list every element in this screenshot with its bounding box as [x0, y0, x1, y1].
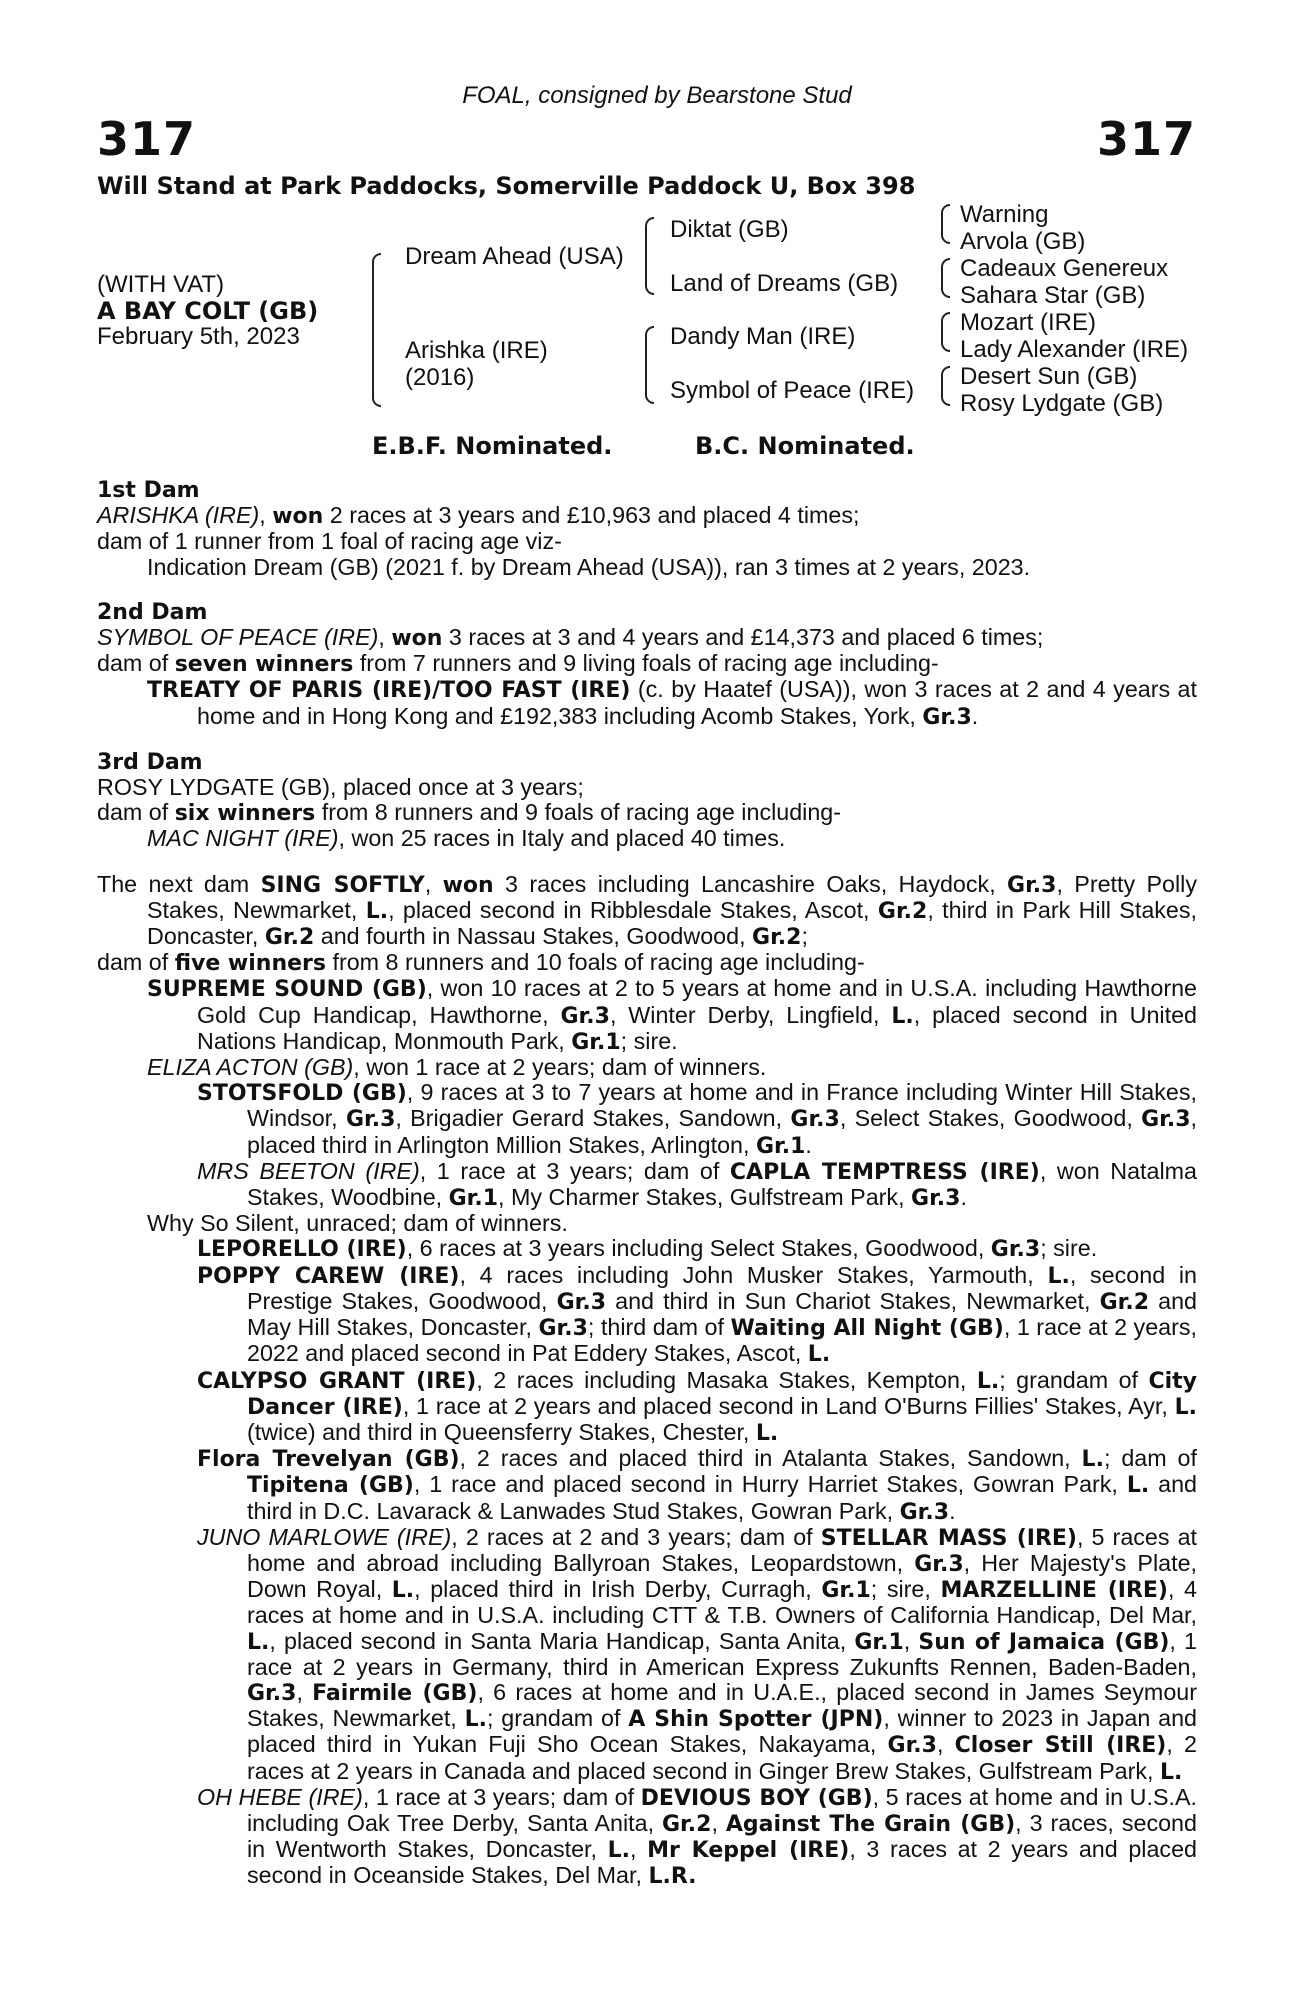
- italic-name: MRS BEETON (IRE): [197, 1157, 420, 1184]
- pedigree-g3-8: Rosy Lydgate (GB): [960, 390, 1164, 417]
- text-run: ROSY LYDGATE (GB), placed once at 3 years;: [97, 774, 584, 801]
- text-run: , 2 races including Masaka Stakes, Kempton,: [476, 1366, 977, 1393]
- text-run: ; grandam of: [486, 1705, 629, 1732]
- text-run: ; sire.: [620, 1027, 678, 1054]
- dam-record: [97, 775, 1197, 800]
- text-run: , 1 race at 2 years and placed second in Land O'Burns Fillies' Stakes, Ayr,: [402, 1392, 1175, 1419]
- bold-text: Fairmile (GB): [312, 1680, 478, 1706]
- produce-entry: [97, 1525, 1197, 1785]
- bold-text: Closer Still (IRE): [954, 1733, 1167, 1759]
- bold-text: Gr.3: [914, 1551, 964, 1577]
- horse-name: A BAY COLT (GB): [97, 297, 319, 325]
- bold-text: STOTSFOLD (GB): [197, 1081, 407, 1107]
- produce-entry: [97, 555, 1197, 580]
- bc-nomination: B.C. Nominated.: [695, 432, 915, 460]
- text-run: from 7 runners and 9 living foals of racing age including-: [353, 650, 939, 677]
- pedigree-sire: Dream Ahead (USA): [405, 243, 624, 270]
- next-dam-record: [97, 872, 1197, 951]
- text-run: dam of: [97, 650, 175, 677]
- dam-produce-summary: [97, 529, 1197, 554]
- bold-text: L.: [1047, 1263, 1070, 1289]
- text-run: Why So Silent, unraced; dam of winners.: [147, 1210, 568, 1237]
- italic-name: JUNO MARLOWE (IRE): [197, 1523, 452, 1550]
- bold-text: Against The Grain (GB): [725, 1811, 1016, 1837]
- text-run: , placed second in Ribblesdale Stakes, Ascot,: [388, 896, 878, 923]
- text-run: and third in D.C. Lavarack & Lanwades Stud Stakes, Gowran Park,: [247, 1471, 1198, 1524]
- text-run: ,: [259, 502, 273, 529]
- bold-text: STELLAR MASS (IRE): [820, 1525, 1077, 1551]
- text-run: ,: [296, 1678, 313, 1705]
- bold-text: Gr.1: [448, 1186, 499, 1212]
- vat-note: (WITH VAT): [97, 271, 225, 298]
- bold-text: L.: [365, 898, 389, 924]
- produce-entry: [97, 826, 1197, 851]
- text-run: dam of 1 runner from 1 foal of racing age viz-: [97, 528, 562, 555]
- pedigree-dam-dam: Symbol of Peace (IRE): [670, 377, 915, 404]
- text-run: (twice) and third in Queensferry Stakes, Chester,: [247, 1418, 756, 1445]
- text-run: , 1 race at 2 years, 2022 and placed second in Pat Eddery Stakes, Ascot,: [247, 1314, 1197, 1367]
- dam-produce-summary: [97, 800, 1197, 826]
- italic-name: ARISHKA (IRE): [97, 502, 260, 529]
- bold-text: Flora Trevelyan (GB): [197, 1447, 460, 1473]
- bold-text: Gr.1: [755, 1133, 806, 1159]
- produce-entry: [97, 1080, 1197, 1159]
- bold-text: Gr.3: [911, 1186, 961, 1212]
- bold-text: Gr.3: [790, 1107, 840, 1133]
- bold-text: seven winners: [174, 652, 354, 678]
- pedigree-g3-4: Sahara Star (GB): [960, 282, 1146, 309]
- text-run: , Brigadier Gerard Stakes, Sandown,: [395, 1105, 791, 1132]
- bold-text: Gr.2: [662, 1811, 712, 1837]
- bold-text: CAPLA TEMPTRESS (IRE): [729, 1159, 1040, 1185]
- dam-produce-summary: [97, 651, 1197, 677]
- produce-entry: [97, 1211, 1197, 1236]
- italic-name: OH HEBE (IRE): [197, 1783, 363, 1810]
- consignor-line: FOAL, consigned by Bearstone Stud: [462, 82, 852, 109]
- text-run: , won 1 race at 2 years; dam of winners.: [353, 1054, 767, 1081]
- pedigree-g3-2: Arvola (GB): [960, 228, 1086, 255]
- produce-entry: [97, 1236, 1197, 1262]
- pedigree-sire-dam: Land of Dreams (GB): [670, 270, 899, 297]
- bold-text: won: [272, 504, 324, 530]
- text-run: The next dam: [97, 870, 261, 897]
- stabling-location: Will Stand at Park Paddocks, Somerville Paddock U, Box 398: [97, 172, 916, 200]
- pedigree-dam: Arishka (IRE): [405, 337, 548, 364]
- bold-text: L.: [1126, 1473, 1150, 1499]
- text-run: , 3 races at 2 years and placed second in Oceanside Stakes, Del Mar,: [247, 1836, 1197, 1889]
- text-run: ,: [630, 1836, 648, 1863]
- pedigree-brace-g2: [941, 258, 950, 298]
- pedigree-brace-g4: [941, 366, 950, 406]
- bold-text: L.: [607, 1838, 631, 1864]
- text-run: , 1 race at 3 years; dam of: [362, 1783, 641, 1810]
- bold-text: DEVIOUS BOY (GB): [640, 1785, 873, 1811]
- lot-number-left: 317: [97, 112, 197, 166]
- bold-text: LEPORELLO (IRE): [197, 1237, 407, 1263]
- text-run: .: [971, 702, 979, 729]
- text-run: , 1 race at 3 years; dam of: [419, 1157, 730, 1184]
- italic-name: ELIZA ACTON (GB): [147, 1054, 354, 1081]
- bold-text: Gr.3: [560, 1003, 610, 1029]
- text-run: 3 races at 3 and 4 years and £14,373 and placed 6 times;: [442, 624, 1044, 651]
- bold-text: five winners: [174, 951, 326, 977]
- pedigree-brace-dam: [645, 326, 654, 404]
- bold-text: Mr Keppel (IRE): [647, 1838, 850, 1864]
- italic-name: MAC NIGHT (IRE): [147, 825, 339, 852]
- text-run: , My Charmer Stakes, Gulfstream Park,: [498, 1184, 912, 1211]
- text-run: from 8 runners and 9 foals of racing age including-: [315, 799, 842, 826]
- text-run: , 2 races at 2 and 3 years; dam of: [451, 1523, 821, 1550]
- text-run: ; grandam of: [999, 1366, 1149, 1393]
- bold-text: L.: [807, 1342, 831, 1368]
- text-run: , Winter Derby, Lingfield,: [609, 1001, 892, 1028]
- pedigree-g3-1: Warning: [960, 201, 1049, 228]
- produce-entry: [97, 677, 1197, 729]
- bold-text: Gr.3: [990, 1237, 1041, 1263]
- bold-text: Gr.3: [899, 1499, 950, 1525]
- text-run: , 4 races at home and in U.S.A. including CTT & T.B. Owners of California Handicap, Del Mar,: [247, 1576, 1197, 1629]
- text-run: , 9 races at 3 to 7 years at home and in France including Winter Hill Stakes, Windsor,: [247, 1079, 1197, 1132]
- pedigree-body: [97, 478, 1197, 1890]
- bold-text: L.: [1159, 1759, 1183, 1785]
- text-run: , placed third in Irish Derby, Curragh,: [414, 1576, 822, 1603]
- text-run: , second in Prestige Stakes, Goodwood,: [247, 1261, 1197, 1314]
- text-run: .: [960, 1184, 967, 1211]
- text-run: , won 25 races in Italy and placed 40 times.: [338, 825, 786, 852]
- pedigree-brace-g1: [941, 204, 950, 244]
- bold-text: SUPREME SOUND (GB): [147, 977, 427, 1003]
- text-run: and fourth in Nassau Stakes, Goodwood,: [314, 923, 753, 950]
- pedigree-g3-6: Lady Alexander (IRE): [960, 336, 1189, 363]
- bold-text: Gr.3: [922, 704, 972, 730]
- bold-text: Tipitena (GB): [247, 1473, 414, 1499]
- bold-text: Gr.3: [1007, 872, 1057, 898]
- text-run: , won 10 races at 2 to 5 years at home and in U.S.A. including Hawthorne Gold Cup Handicap, Hawthorne,: [197, 975, 1198, 1028]
- text-run: ; third dam of: [587, 1314, 731, 1341]
- produce-entry: [97, 1446, 1197, 1525]
- bold-text: TREATY OF PARIS (IRE)/TOO FAST (IRE): [147, 678, 631, 704]
- first-dam-heading: 1st Dam: [97, 478, 200, 503]
- bold-text: L.: [391, 1578, 415, 1604]
- text-run: from 8 runners and 10 foals of racing age including-: [326, 949, 865, 976]
- bold-text: Gr.3: [1141, 1107, 1191, 1133]
- bold-text: L.: [1174, 1394, 1197, 1420]
- pedigree-dam-sire: Dandy Man (IRE): [670, 323, 856, 350]
- text-run: , Pretty Polly Stakes, Newmarket,: [147, 870, 1198, 923]
- bold-text: SING SOFTLY: [260, 872, 425, 898]
- lot-number-right: 317: [1096, 112, 1196, 166]
- bold-text: Waiting All Night (GB): [730, 1316, 1004, 1342]
- bold-text: CALYPSO GRANT (IRE): [197, 1368, 477, 1394]
- bold-text: L.: [755, 1420, 779, 1446]
- text-run: ; sire.: [1040, 1235, 1098, 1262]
- text-run: , placed second in Santa Maria Handicap, Santa Anita,: [269, 1627, 855, 1654]
- text-run: ; sire,: [870, 1576, 941, 1603]
- pedigree-sire-sire: Diktat (GB): [670, 216, 789, 243]
- text-run: 3 races including Lancashire Oaks, Haydock,: [493, 870, 1008, 897]
- bold-text: L.: [891, 1003, 914, 1029]
- produce-entry: [97, 1263, 1197, 1368]
- bold-text: Sun of Jamaica (GB): [918, 1629, 1170, 1655]
- pedigree-brace-g3: [941, 312, 950, 352]
- bold-text: Gr.2: [877, 898, 928, 924]
- bold-text: Gr.2: [1099, 1289, 1150, 1315]
- bold-text: won: [391, 626, 443, 652]
- text-run: .: [805, 1131, 812, 1158]
- text-run: , Select Stakes, Goodwood,: [839, 1105, 1142, 1132]
- dam-record: [97, 625, 1197, 651]
- text-run: , 5 races at home and in U.S.A. including Oak Tree Derby, Santa Anita,: [247, 1783, 1197, 1836]
- text-run: , 6 races at home and in U.A.E., placed second in James Seymour Stakes, Newmarket,: [247, 1678, 1197, 1732]
- text-run: and third in Sun Chariot Stakes, Newmarket,: [606, 1287, 1100, 1314]
- text-run: , 4 races including John Musker Stakes, Yarmouth,: [459, 1261, 1048, 1288]
- text-run: , 6 races at 3 years including Select Stakes, Goodwood,: [406, 1235, 991, 1262]
- text-run: dam of: [97, 949, 175, 976]
- text-run: ,: [711, 1809, 726, 1836]
- produce-entry: [97, 1055, 1197, 1080]
- text-run: ,: [378, 624, 392, 651]
- bold-text: POPPY CAREW (IRE): [197, 1263, 460, 1289]
- bold-text: L.: [464, 1707, 487, 1733]
- text-run: , 1 race and placed second in Hurry Harriet Stakes, Gowran Park,: [413, 1471, 1127, 1498]
- text-run: , placed third in Arlington Million Stakes, Arlington,: [247, 1105, 1198, 1158]
- text-run: , placed second in United Nations Handicap, Monmouth Park,: [197, 1001, 1197, 1054]
- produce-entry: [97, 1368, 1197, 1447]
- pedigree-g3-3: Cadeaux Genereux: [960, 255, 1169, 282]
- italic-name: SYMBOL OF PEACE (IRE): [97, 624, 379, 651]
- bold-text: six winners: [174, 801, 316, 827]
- bold-text: Gr.2: [264, 925, 315, 951]
- pedigree-brace-sire: [645, 217, 654, 295]
- produce-entry: [97, 976, 1197, 1055]
- bold-text: L.: [1081, 1447, 1104, 1473]
- pedigree-g3-5: Mozart (IRE): [960, 309, 1097, 336]
- text-run: dam of: [97, 799, 175, 826]
- pedigree-brace-main: [372, 253, 381, 407]
- bold-text: Gr.3: [345, 1107, 396, 1133]
- pedigree-dam-year: (2016): [405, 364, 475, 391]
- text-run: , 2 races and placed third in Atalanta Stakes, Sandown,: [459, 1445, 1082, 1472]
- text-run: ; dam of: [1103, 1445, 1197, 1472]
- bold-text: Gr.1: [571, 1029, 621, 1055]
- text-run: (c. by Haatef (USA)), won 3 races at 2 and 4 years at home and in Hong Kong and £192,383 including Acomb Stakes, York,: [197, 676, 1197, 729]
- bold-text: Gr.2: [752, 925, 802, 951]
- foaling-date: February 5th, 2023: [97, 323, 300, 350]
- bold-text: L.: [247, 1629, 270, 1655]
- bold-text: L.: [976, 1368, 1000, 1394]
- bold-text: Gr.3: [538, 1316, 588, 1342]
- bold-text: Gr.1: [821, 1578, 871, 1604]
- bold-text: won: [442, 872, 494, 898]
- text-run: and May Hill Stakes, Doncaster,: [247, 1287, 1198, 1341]
- dam-record: [97, 503, 1197, 529]
- second-dam-heading: 2nd Dam: [97, 599, 208, 625]
- bold-text: City Dancer (IRE): [247, 1368, 1197, 1420]
- produce-entry: [97, 1785, 1197, 1890]
- text-run: Indication Dream (GB) (2021 f. by Dream Ahead (USA)), ran 3 times at 2 years, 2023.: [147, 553, 1031, 580]
- bold-text: Gr.3: [247, 1680, 297, 1706]
- bold-text: Gr.3: [556, 1289, 607, 1315]
- bold-text: Gr.3: [887, 1733, 937, 1759]
- text-run: , winner to 2023 in Japan and placed third in Yukan Fuji Sho Ocean Stakes, Nakayama,: [247, 1705, 1197, 1758]
- bold-text: L.R.: [648, 1864, 697, 1890]
- text-run: , 3 races, second in Wentworth Stakes, Doncaster,: [247, 1809, 1197, 1863]
- text-run: ;: [801, 923, 808, 950]
- dam-produce-summary: [97, 950, 1197, 976]
- text-run: ,: [936, 1731, 955, 1758]
- third-dam-heading: 3rd Dam: [97, 749, 203, 775]
- bold-text: MARZELLINE (IRE): [940, 1578, 1168, 1604]
- ebf-nomination: E.B.F. Nominated.: [372, 432, 613, 460]
- text-run: 2 races at 3 years and £10,963 and placed 4 times;: [323, 502, 860, 529]
- bold-text: Gr.1: [854, 1629, 904, 1655]
- pedigree-g3-7: Desert Sun (GB): [960, 363, 1138, 390]
- text-run: , 2 races at 2 years in Canada and placed second in Ginger Brew Stakes, Gulfstream Park,: [247, 1731, 1198, 1784]
- text-run: ,: [903, 1627, 919, 1654]
- text-run: .: [949, 1497, 956, 1524]
- text-run: , won Natalma Stakes, Woodbine,: [247, 1157, 1198, 1211]
- bold-text: A Shin Spotter (JPN): [628, 1707, 884, 1733]
- produce-entry: [97, 1159, 1197, 1211]
- text-run: , 5 races at home and abroad including Ballyroan Stakes, Leopardstown,: [247, 1523, 1198, 1576]
- text-run: , Her Majesty's Plate, Down Royal,: [247, 1549, 1197, 1603]
- text-run: ,: [424, 870, 443, 897]
- text-run: , 1 race at 2 years in Germany, third in American Express Zukunfts Rennen, Baden-Baden,: [247, 1627, 1198, 1680]
- text-run: , third in Park Hill Stakes, Doncaster,: [147, 896, 1198, 950]
